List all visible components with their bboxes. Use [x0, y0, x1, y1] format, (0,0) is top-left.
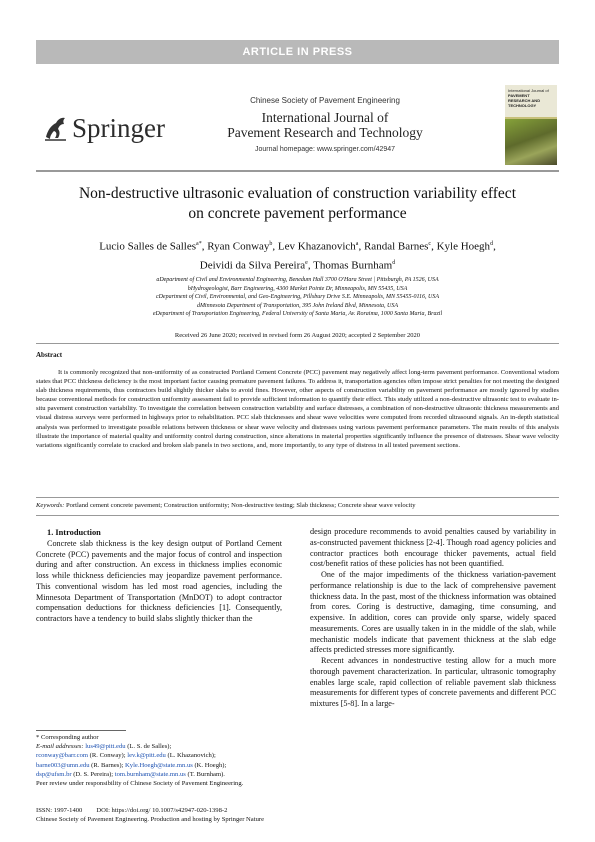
abstract-text: It is commonly recognized that non-uniformity of as constructed Portland Cement Concrete (PCC) pavement may negatively affect long-term pavement performance. Conventional wisdom states that PCC thickness deficiency is the most important factor causing premature pavement failures. To address it, transportation agencies often impose strict penalties for not meeting the designed slab thickness requirements, thus contractors build slightly thicker slabs to avoid fines. However, other aspects of construction variability on pavement performance are mostly ignored by studies because conventional methods for construction uniformity assessment fail to provide sufficient information to quantify their effect. This study utilized a non-destructive ultrasonic test to evaluate in-situ pavement construction variability. To investigate the correlation between construction variability and surface distresses, a combination of non-destructive ultrasonic thickness measurements and visual distress surveys were performed in highways prior to rehabilitation. PCC slab thicknesses and shear wave velocities were computed from recorded ultrasound signals. An in-depth statistical analysis was performed to investigate possible relations between thickness or shear wave velocity and distresses using various pavement performance parameters. The main results of this analysis illustrate the importance of material quality and uniformity control during construction, since alterations in material properties significantly influence the presence of distresses. Shear wave velocity variations significantly correlate to cracked and broken slab panels in two sections, and, more importantly, to any type of distress in all tested pavement sections. — [36, 369, 559, 449]
email-owner: (D. S. Pereira); — [71, 770, 115, 778]
title-line: Non-destructive ultrasonic evaluation of construction variability effect — [78, 185, 516, 202]
author-name: , Thomas Burnham — [307, 259, 393, 272]
header-divider — [36, 170, 559, 172]
email-link[interactable]: dsp@ufsm.br — [36, 770, 72, 778]
email-owner: (T. Burnham). — [185, 770, 225, 778]
author-list — [60, 236, 535, 273]
title-line: on concrete pavement performance — [188, 205, 407, 222]
author-separator: , — [493, 240, 496, 253]
author-name: , Ryan Conway — [201, 240, 270, 253]
issn-doi-line — [36, 806, 336, 815]
email-link[interactable]: Kyle.Hoegh@state.mn.us — [125, 761, 193, 769]
author-name: Deividi da Silva Pereira — [199, 259, 306, 272]
corresponding-author-note: * Corresponding author — [36, 734, 99, 741]
springer-wordmark: Springer — [72, 112, 165, 143]
article-in-press-banner: ARTICLE IN PRESS — [36, 40, 559, 64]
email-link[interactable]: tom.burnham@state.mn.us — [114, 770, 186, 778]
journal-homepage[interactable]: Journal homepage: www.springer.com/42947 — [254, 146, 396, 153]
affiliations — [60, 276, 535, 319]
section-heading-introduction: 1. Introduction — [47, 528, 101, 537]
abstract-heading: Abstract — [36, 351, 63, 359]
keywords-bottom-divider — [36, 515, 559, 516]
author-affil-sup: c — [428, 241, 432, 247]
cover-title-area — [505, 85, 557, 117]
author-affil-sup: e — [305, 259, 308, 266]
email-addresses — [36, 742, 286, 751]
keywords-top-divider — [36, 497, 559, 498]
email-link[interactable]: barne003@umn.edu — [36, 761, 90, 769]
body-column-left — [36, 528, 282, 625]
email-addresses — [36, 770, 286, 779]
email-owner: (K. Hoegh); — [192, 761, 227, 769]
email-label: E-mail addresses: — [36, 743, 84, 751]
footnote-divider — [36, 730, 126, 731]
journal-title-line1: International Journal of — [261, 110, 389, 125]
affiliation: eDepartment of Transportation Engineering, Federal University of Santa Maria, Av. Roraima, 1000 Santa Maria, Brazil — [152, 311, 443, 318]
cover-line: International Journal of — [508, 88, 549, 93]
authors-line1 — [60, 236, 535, 255]
body-paragraph: Concrete slab thickness is the key design output of Portland Cement Concrete (PCC) pavements and the major focus of control and inspection during and after construction. An excess in thickness implies economic loss while thickness deficiencies may jeopardize pavement performance. This conventional wisdom has led most road agencies, including the Minnesota Department of Transportation (MnDOT) to adopt contractor compensation deductions for thickness deficiencies [1]. Consequently, contractors have a tendency to build slabs slightly thicker than the — [36, 538, 282, 623]
cover-line: RESEARCH AND — [508, 98, 541, 103]
issn: ISSN: 1997-1400 — [36, 807, 83, 814]
abstract-top-divider — [36, 343, 559, 344]
authors-line2 — [60, 255, 535, 274]
author-affil-sup: a* — [196, 241, 202, 247]
email-link[interactable]: lev.k@pitt.edu — [127, 752, 166, 760]
author-name: Lucio Salles de Salles — [99, 240, 197, 253]
affiliation: cDepartment of Civil, Environmental, and Geo-Engineering, Pillsbury Drive S.E. Minneapolis, MN 55455-0116, USA — [155, 294, 440, 301]
cover-title-text — [505, 85, 557, 108]
email-link[interactable]: rconway@barr.com — [36, 752, 89, 760]
cover-photo — [505, 119, 557, 165]
author-name: , Randal Barnes — [358, 240, 429, 253]
journal-cover-thumbnail[interactable] — [505, 85, 557, 165]
body-paragraph: One of the major impediments of the thickness variation-pavement performance relationship is due to the lack of comprehensive pavement thickness data. In the past, most of the thickness information was obtained from cores. Coring is destructive, damaging, time consuming, and expensive. In addition, cores can provide only sparse, widely spaced measurements. Cores are usually taken in in the middle of the slab, while mechanistic models indicate that pavement thickness at the slab edge affects predicted stresses more significantly. — [310, 570, 556, 655]
society-name: Chinese Society of Pavement Engineering — [250, 96, 400, 105]
email-addresses — [36, 751, 286, 760]
keywords-text: Portland cement concrete pavement; Construction uniformity; Non-destructive testing; Slab thickness; Concrete shear wave velocity — [64, 502, 416, 509]
author-affil-sup: d — [392, 259, 396, 266]
article-title — [60, 184, 535, 224]
email-owner: (L. S. de Salles); — [125, 743, 172, 751]
author-affil-sup: d — [490, 241, 494, 247]
publication-info — [36, 806, 336, 824]
email-owner: (L. Khazanovich); — [165, 752, 216, 760]
email-owner: (R. Barnes); — [89, 761, 126, 769]
springer-horse-icon — [42, 113, 68, 143]
journal-header — [190, 96, 460, 153]
email-link[interactable]: lus49@pitt.edu — [85, 743, 126, 751]
received-dates: Received 26 June 2020; received in revised form 26 August 2020; accepted 2 September 2020 — [174, 332, 421, 339]
body-column-right — [310, 527, 556, 710]
keywords-label: Keywords: — [36, 502, 65, 509]
hosting-note: Chinese Society of Pavement Engineering. Production and hosting by Springer Nature — [36, 816, 264, 823]
keywords — [36, 502, 559, 509]
author-affil-sup: b — [269, 241, 273, 247]
cover-line: TECHNOLOGY — [508, 103, 537, 108]
springer-logo[interactable] — [42, 108, 172, 148]
footnotes — [36, 733, 286, 788]
author-affil-sup: a — [355, 241, 359, 247]
cover-line: PAVEMENT — [508, 93, 530, 98]
affiliation: aDepartment of Civil and Environmental Engineering, Benedum Hall 3700 O'Hara Street | Pittsburgh, PA 1526, USA — [156, 277, 439, 283]
affiliation: dMinnesota Department of Transportation, 395 John Ireland Blvd, Minnesota, USA — [196, 302, 399, 309]
email-addresses — [36, 761, 286, 770]
author-name: , Lev Khazanovich — [272, 240, 356, 253]
author-name: , Kyle Hoegh — [431, 240, 491, 253]
affiliation: bHydrogeologist, Barr Engineering, 4300 Market Pointe Dr, Minneapolis, MN 55435, USA — [187, 285, 408, 292]
body-paragraph: design procedure recommends to avoid penalties caused by variability in as-constructed pavement thickness [2-4]. Though road agency policies and contractor practices both encourage thicker pavements, actual field cost/benefit ratios of these policies has not been quantified. — [310, 527, 556, 569]
email-owner: (R. Conway); — [88, 752, 128, 760]
peer-review-note: Peer review under responsibility of Chinese Society of Pavement Engineering. — [36, 780, 244, 788]
doi-link[interactable]: DOI: https://doi.org/ 10.1007/s42947-020-1398-2 — [96, 807, 228, 814]
journal-title-line2: Pavement Research and Technology — [227, 125, 423, 140]
body-paragraph: Recent advances in nondestructive testing allow for a much more thorough pavement characterization. In particular, ultrasonic tomography enables large scale, rapid collection of reliable pavement slab thickness measurements for different types of concrete pavements and different PCC mixtures [5-8]. In a large- — [310, 656, 556, 708]
